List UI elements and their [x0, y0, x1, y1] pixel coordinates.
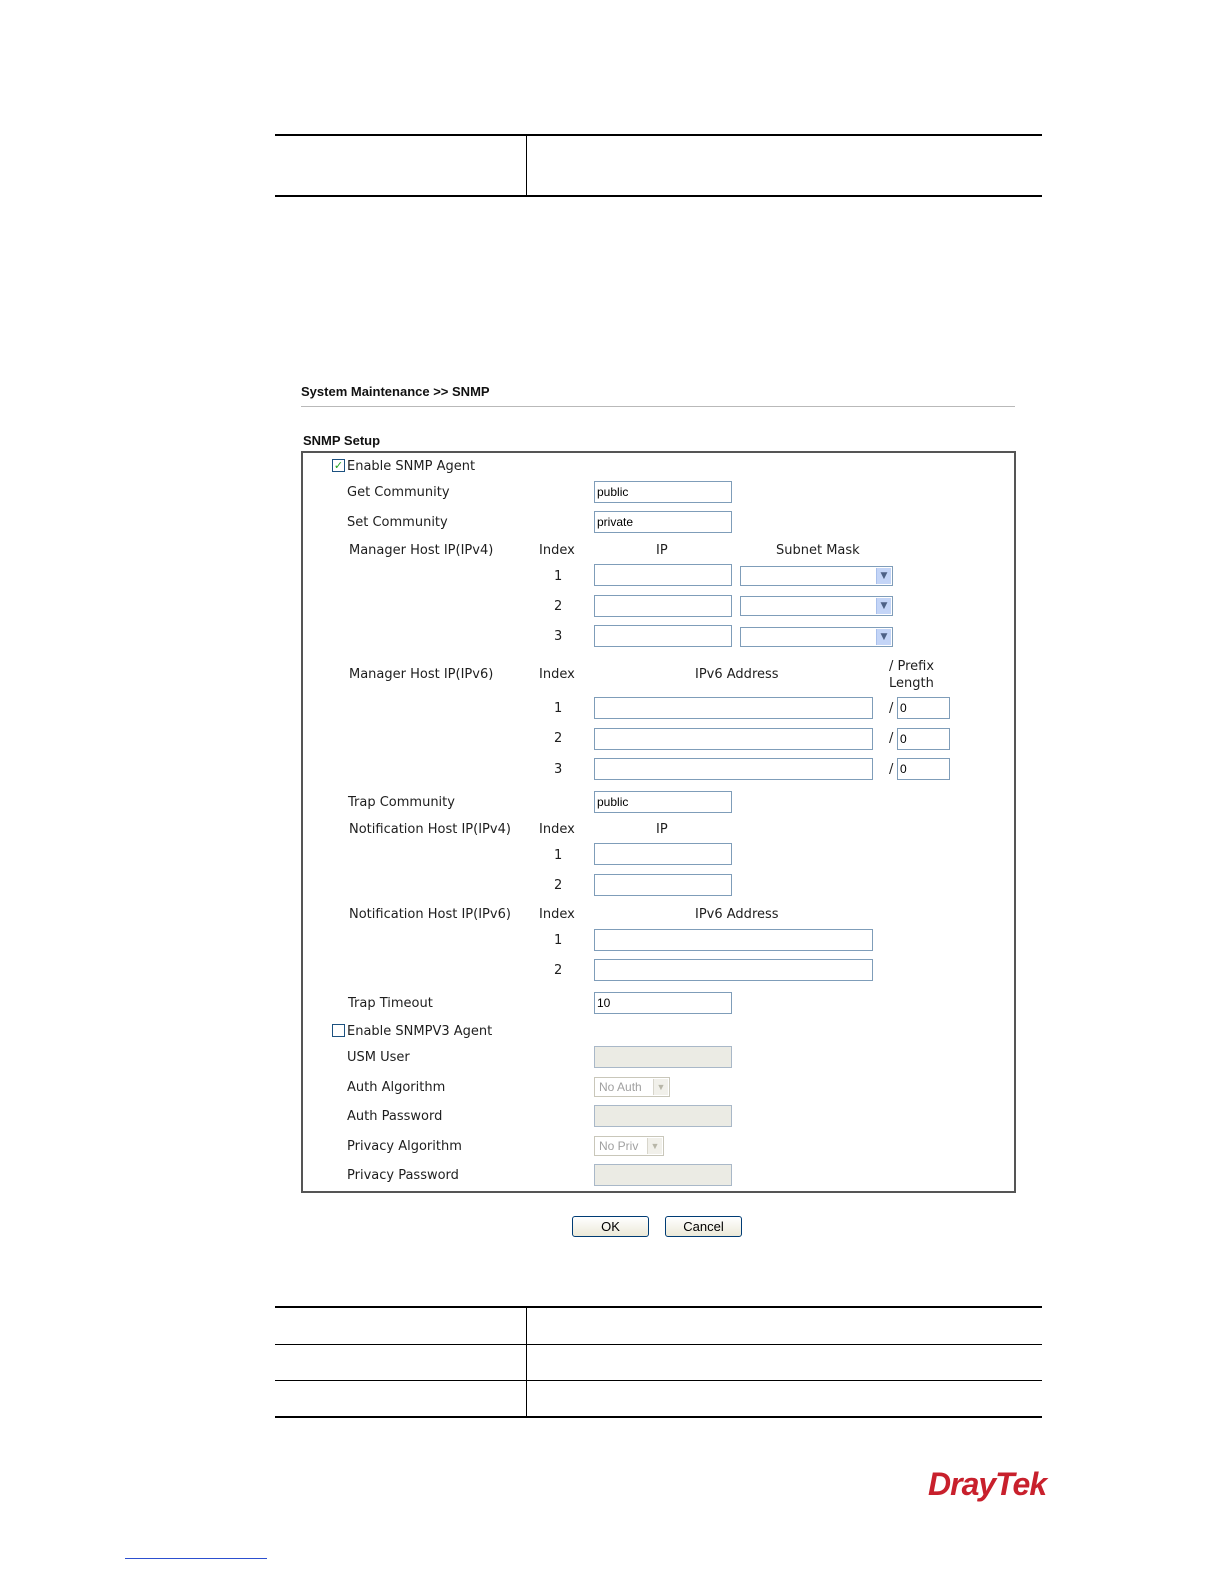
notif-ipv4-row-index: 2: [554, 878, 563, 893]
chevron-down-icon: ▼: [653, 1079, 668, 1095]
auth-algorithm-label: Auth Algorithm: [347, 1080, 446, 1095]
trap-timeout-label: Trap Timeout: [348, 996, 433, 1011]
ipv4-col-index: Index: [539, 543, 575, 558]
top-table-divider: [526, 136, 527, 196]
bottom-table-divider: [526, 1308, 527, 1417]
subnet-mask-select-3[interactable]: [740, 627, 893, 647]
ipv6-prefix-input-1[interactable]: 0: [897, 697, 950, 719]
ok-button[interactable]: OK: [572, 1216, 649, 1237]
svg-text:DrayTek: DrayTek: [928, 1466, 1047, 1502]
bottom-table-row-rule: [275, 1344, 1042, 1345]
top-table-top-rule: [275, 134, 1042, 136]
notif-ipv6-row-index: 1: [554, 933, 563, 948]
auth-password-input[interactable]: [594, 1105, 732, 1127]
subnet-mask-select-2[interactable]: [740, 596, 893, 616]
notif-ipv4-col-index: Index: [539, 822, 575, 837]
enable-snmp-agent-checkbox[interactable]: ✓: [333, 459, 344, 472]
ipv4-manager-label: Manager Host IP(IPv4): [349, 543, 494, 558]
usm-user-label: USM User: [347, 1050, 410, 1065]
ipv6-address-input-1[interactable]: [594, 697, 873, 719]
ipv4-ip-input-3[interactable]: [594, 625, 732, 647]
notif-ipv6-label: Notification Host IP(IPv6): [349, 907, 511, 922]
trap-community-label: Trap Community: [348, 795, 455, 810]
bottom-table-bottom-rule: [275, 1416, 1042, 1418]
breadcrumb-underline: [301, 406, 1015, 407]
draytek-logo-mark: [926, 1464, 1058, 1504]
bottom-table-row-rule: [275, 1380, 1042, 1381]
set-community-input[interactable]: private: [594, 511, 732, 533]
ipv4-ip-input-2[interactable]: [594, 595, 732, 617]
prefix-slash: /: [889, 701, 894, 716]
ipv4-col-mask: Subnet Mask: [776, 543, 860, 558]
ipv6-col-index: Index: [539, 667, 575, 682]
ipv4-col-ip: IP: [656, 543, 668, 558]
ipv4-row-index: 2: [554, 599, 563, 614]
ipv6-col-prefix: / Prefix: [889, 659, 935, 674]
top-table-bottom-rule: [275, 195, 1042, 197]
notif-ipv4-row-index: 1: [554, 848, 563, 863]
ipv6-prefix-input-2[interactable]: 0: [897, 728, 950, 750]
chevron-down-icon: ▼: [876, 568, 891, 584]
ipv6-col-prefix-length: Length: [889, 676, 934, 691]
bottom-table-top-rule: [275, 1306, 1042, 1308]
cancel-button[interactable]: Cancel: [665, 1216, 742, 1237]
notif-ipv6-input-2[interactable]: [594, 959, 873, 981]
ipv4-row-index: 1: [554, 569, 563, 584]
enable-snmp-agent-label: Enable SNMP Agent: [347, 459, 476, 474]
prefix-slash: /: [889, 762, 894, 777]
enable-snmpv3-checkbox[interactable]: [332, 1024, 345, 1037]
get-community-input[interactable]: public: [594, 481, 732, 503]
privacy-algorithm-select[interactable]: [594, 1136, 664, 1156]
ipv6-row-index: 3: [554, 762, 563, 777]
notif-ipv4-col-ip: IP: [656, 822, 668, 837]
notif-ipv4-input-1[interactable]: [594, 843, 732, 865]
auth-algorithm-value: No Auth: [599, 1080, 642, 1094]
privacy-password-label: Privacy Password: [347, 1168, 459, 1183]
set-community-label: Set Community: [347, 515, 448, 530]
footer-link-underline: [125, 1558, 267, 1559]
ipv6-prefix-input-3[interactable]: 0: [897, 758, 950, 780]
notif-ipv4-label: Notification Host IP(IPv4): [349, 822, 511, 837]
privacy-password-input[interactable]: [594, 1164, 732, 1186]
ipv4-row-index: 3: [554, 629, 563, 644]
trap-timeout-input[interactable]: 10: [594, 992, 732, 1014]
chevron-down-icon: ▼: [876, 598, 891, 614]
enable-snmpv3-label: Enable SNMPV3 Agent: [347, 1024, 493, 1039]
ipv6-row-index: 2: [554, 731, 563, 746]
section-title: SNMP Setup: [303, 433, 381, 448]
chevron-down-icon: ▼: [876, 629, 891, 645]
auth-algorithm-select[interactable]: [594, 1077, 670, 1097]
notif-ipv4-input-2[interactable]: [594, 874, 732, 896]
privacy-algorithm-value: No Priv: [599, 1139, 639, 1153]
ipv4-ip-input-1[interactable]: [594, 564, 732, 586]
get-community-label: Get Community: [347, 485, 450, 500]
notif-ipv6-input-1[interactable]: [594, 929, 873, 951]
auth-password-label: Auth Password: [347, 1109, 443, 1124]
ipv6-row-index: 1: [554, 701, 563, 716]
chevron-down-icon: ▼: [647, 1138, 662, 1154]
breadcrumb: System Maintenance >> SNMP: [301, 384, 490, 399]
ipv6-manager-label: Manager Host IP(IPv6): [349, 667, 494, 682]
prefix-slash: /: [889, 731, 894, 746]
usm-user-input[interactable]: [594, 1046, 732, 1068]
ipv6-col-address: IPv6 Address: [695, 667, 779, 682]
draytek-logo: [926, 1464, 1058, 1504]
subnet-mask-select-1[interactable]: [740, 566, 893, 586]
privacy-algorithm-label: Privacy Algorithm: [347, 1139, 462, 1154]
notif-ipv6-col-address: IPv6 Address: [695, 907, 779, 922]
ipv6-address-input-3[interactable]: [594, 758, 873, 780]
notif-ipv6-col-index: Index: [539, 907, 575, 922]
ipv6-address-input-2[interactable]: [594, 728, 873, 750]
trap-community-input[interactable]: public: [594, 791, 732, 813]
notif-ipv6-row-index: 2: [554, 963, 563, 978]
